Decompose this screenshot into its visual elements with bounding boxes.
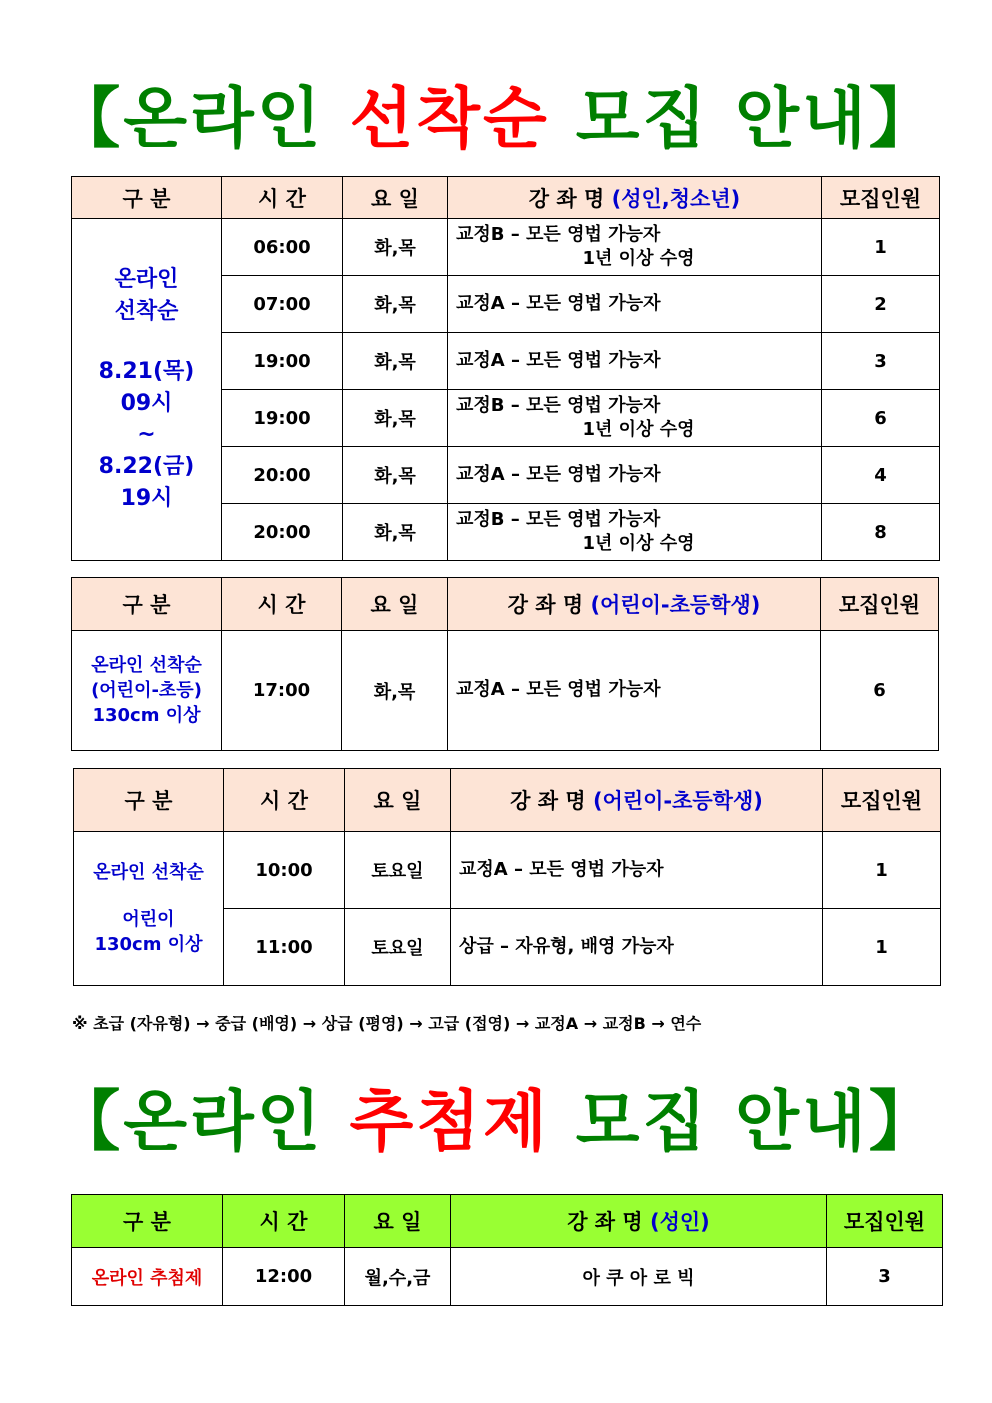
- header-gubun: 구 분: [72, 578, 222, 631]
- table-row: [72, 631, 939, 751]
- section2-title-suffix: 모집 안내】: [549, 1083, 938, 1160]
- table-header-row: [72, 578, 939, 631]
- group-line: 온라인 선착순: [93, 861, 204, 883]
- time-cell: 20:00: [222, 447, 343, 504]
- table-row: [74, 832, 941, 909]
- course-cell: [448, 631, 821, 751]
- group-cell: 온라인 추첨제: [72, 1248, 223, 1306]
- table-row: [72, 1248, 943, 1306]
- header-count: 모집인원: [821, 578, 939, 631]
- day-cell: 화,목: [343, 219, 448, 276]
- header-course-label: 강 좌 명: [567, 1210, 650, 1234]
- day-cell: 화,목: [343, 447, 448, 504]
- count-cell: 3: [822, 333, 940, 390]
- day-cell: 화,목: [343, 276, 448, 333]
- day-cell: 토요일: [345, 909, 451, 986]
- day-cell: 화,목: [343, 504, 448, 561]
- group-line: 130cm 이상: [94, 934, 203, 956]
- group-line: 선착순: [114, 298, 179, 324]
- section1-title-highlight: 선착순: [349, 80, 550, 157]
- table-adult-first-come: [71, 176, 940, 561]
- course-line: 교정A – 모든 영법 가능자: [456, 463, 661, 485]
- header-count: 모집인원: [822, 177, 940, 219]
- count-cell: 1: [823, 832, 941, 909]
- time-cell: 19:00: [222, 390, 343, 447]
- count-cell: 1: [823, 909, 941, 986]
- header-gubun: 구 분: [72, 1195, 223, 1248]
- header-time: 시 간: [222, 177, 343, 219]
- course-line: 교정A – 모든 영법 가능자: [456, 292, 661, 314]
- count-cell: 8: [822, 504, 940, 561]
- course-line: 교정A – 모든 영법 가능자: [459, 858, 664, 880]
- header-day: 요 일: [342, 578, 448, 631]
- time-cell: 10:00: [224, 832, 345, 909]
- section2-title-prefix: 【온라인: [54, 1083, 350, 1160]
- count-cell: 4: [822, 447, 940, 504]
- table-adult-lottery: [71, 1194, 943, 1306]
- header-time: 시 간: [222, 578, 342, 631]
- header-course: [451, 1195, 827, 1248]
- course-cell: [448, 447, 822, 504]
- table-header-row: [72, 1195, 943, 1248]
- count-cell: 2: [822, 276, 940, 333]
- header-course: [451, 769, 823, 832]
- header-day: 요 일: [345, 1195, 451, 1248]
- course-cell: [448, 390, 822, 447]
- section1-title-suffix: 모집 안내】: [549, 80, 938, 157]
- header-course-sub: (어린이-초등학생): [592, 789, 763, 813]
- header-time: 시 간: [224, 769, 345, 832]
- course-line: 1년 이상 수영: [582, 419, 695, 440]
- group-line: 130cm 이상: [92, 705, 201, 727]
- header-count: 모집인원: [823, 769, 941, 832]
- course-line: 1년 이상 수영: [582, 533, 695, 554]
- header-gubun: 구 분: [74, 769, 224, 832]
- course-cell: [451, 909, 823, 986]
- group-cell: [72, 219, 222, 561]
- time-cell: 17:00: [222, 631, 342, 751]
- group-line: ~: [137, 422, 156, 448]
- header-course-sub: (어린이-초등학생): [590, 593, 761, 617]
- count-cell: 3: [827, 1248, 943, 1306]
- course-line: 교정A – 모든 영법 가능자: [456, 349, 661, 371]
- group-line: 8.22(금): [98, 454, 195, 480]
- group-cell: [72, 631, 222, 751]
- course-cell: [451, 832, 823, 909]
- time-cell: 12:00: [223, 1248, 345, 1306]
- time-cell: 06:00: [222, 219, 343, 276]
- day-cell: 월,수,금: [345, 1248, 451, 1306]
- group-line: 온라인: [114, 266, 179, 292]
- group-line: (어린이-초등): [91, 679, 202, 701]
- count-cell: 6: [821, 631, 939, 751]
- table-header-row: [72, 177, 940, 219]
- course-line: 1년 이상 수영: [582, 248, 695, 269]
- group-line: 09시: [120, 390, 173, 416]
- group-line: 8.21(목): [98, 358, 195, 384]
- course-line: 교정B – 모든 영법 가능자: [456, 394, 661, 416]
- header-day: 요 일: [345, 769, 451, 832]
- section2-title-highlight: 추첨제: [349, 1083, 550, 1160]
- day-cell: 토요일: [345, 832, 451, 909]
- header-course: [448, 578, 821, 631]
- day-cell: 화,목: [343, 333, 448, 390]
- time-cell: 07:00: [222, 276, 343, 333]
- table-row: [72, 219, 940, 276]
- day-cell: 화,목: [342, 631, 448, 751]
- course-line: 상급 – 자유형, 배영 가능자: [459, 935, 674, 957]
- group-cell: [74, 832, 224, 986]
- group-line: 어린이: [122, 908, 175, 930]
- table-header-row: [74, 769, 941, 832]
- course-line: 교정B – 모든 영법 가능자: [456, 508, 661, 530]
- header-course-sub: (성인): [650, 1210, 710, 1234]
- course-cell: [448, 219, 822, 276]
- header-time: 시 간: [223, 1195, 345, 1248]
- header-course-label: 강 좌 명: [528, 186, 612, 211]
- day-cell: 화,목: [343, 390, 448, 447]
- count-cell: 1: [822, 219, 940, 276]
- group-line: 온라인 선착순: [91, 654, 202, 676]
- table-child-first-come-weekday: [71, 577, 939, 751]
- header-day: 요 일: [343, 177, 448, 219]
- table-child-first-come-saturday: [73, 768, 941, 986]
- group-line: 19시: [120, 486, 173, 512]
- header-gubun: 구 분: [72, 177, 222, 219]
- course-cell: [448, 504, 822, 561]
- time-cell: 11:00: [224, 909, 345, 986]
- header-count: 모집인원: [827, 1195, 943, 1248]
- section2-title: [0, 1083, 992, 1160]
- level-progression-note: ※ 초급 (자유형) → 중급 (배영) → 상급 (평영) → 고급 (접영) → 교정A → 교정B → 연수: [72, 1014, 702, 1033]
- course-line: 교정B – 모든 영법 가능자: [456, 223, 661, 245]
- count-cell: 6: [822, 390, 940, 447]
- section1-title: [0, 80, 992, 157]
- header-course-label: 강 좌 명: [510, 789, 593, 813]
- course-cell: [448, 333, 822, 390]
- course-line: 교정A – 모든 영법 가능자: [456, 679, 661, 701]
- time-cell: 20:00: [222, 504, 343, 561]
- course-cell: [448, 276, 822, 333]
- header-course-label: 강 좌 명: [507, 593, 591, 617]
- section1-title-prefix: 【온라인: [54, 80, 350, 157]
- header-course: [448, 177, 822, 219]
- header-course-sub: (성인,청소년): [611, 186, 741, 211]
- course-cell: 아 쿠 아 로 빅: [451, 1248, 827, 1306]
- time-cell: 19:00: [222, 333, 343, 390]
